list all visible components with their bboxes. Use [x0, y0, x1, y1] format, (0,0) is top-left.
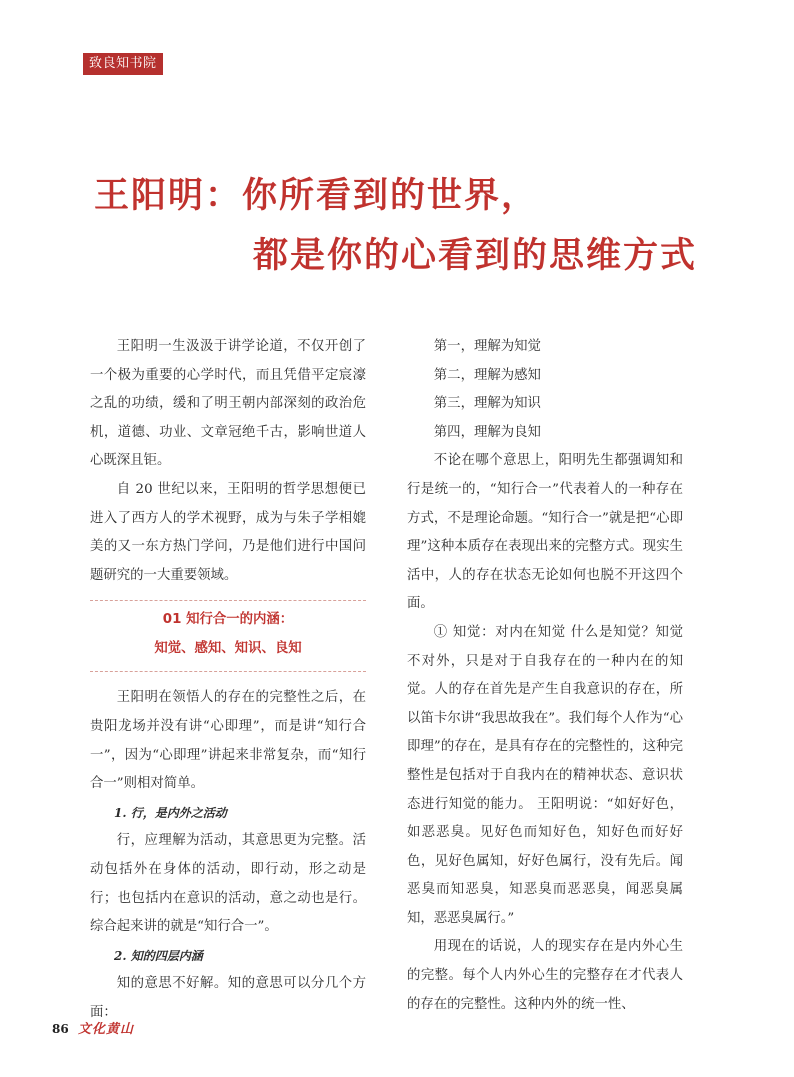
- subheading: 2. 知的四层内涵: [114, 948, 203, 963]
- paragraph: 王阳明在领悟人的存在的完整性之后，在贵阳龙场并没有讲“心即理”，而是讲“知行合一”，因为“心即理”讲起来非常复杂，而“知行合一”则相对简单。: [90, 690, 366, 792]
- paragraph: 王阳明一生汲汲于讲学论道，不仅开创了一个极为重要的心学时代，而且凭借平定宸濠之乱的功绩，缓和了明王朝内部深刻的政治危机，道德、功业、文章冠绝千古，影响世道人心既深且钜。: [90, 339, 366, 469]
- left-column: [90, 333, 366, 1027]
- list-item: 第三，理解为知识: [433, 396, 541, 412]
- page-number: 86: [52, 1022, 69, 1036]
- column-tag: 致良知书院: [83, 53, 163, 75]
- paragraph: 不论在哪个意思上，阳明先生都强调知和行是统一的，“知行合一”代表着人的一种存在方式，不是理论命题。“知行合一”就是把“心即理”这种本质存在表现出来的完整方式。现实生活中，人的存在状态无论如何也脱不开这四个面。: [407, 453, 683, 612]
- list-item: 第一，理解为知觉: [433, 339, 541, 354]
- paragraph: 知的意思不好解。知的意思可以分几个方面：: [90, 976, 366, 1020]
- paragraph: 自 20 世纪以来，王阳明的哲学思想便已进入了西方人的学术视野，成为与朱子学相媲美的又一东方热门学问，乃是他们进行中国问题研究的一大重要领域。: [90, 481, 366, 583]
- list-item: 第二，理解为感知: [433, 367, 541, 383]
- magazine-logo: 文化黄山: [78, 1022, 135, 1037]
- subheading: 1. 行，是内外之活动: [114, 805, 227, 820]
- paragraph: 用现在的话说，人的现实存在是内外心生的完整。每个人内外心生的完整存在才代表人的存在的完整性。这种内外的统一性、: [407, 939, 683, 1012]
- section-heading: [90, 600, 366, 672]
- article-title-line-1: 王阳明：你所看到的世界，: [94, 175, 539, 216]
- section-heading-line-1: 01 知行合一的内涵：: [162, 612, 294, 628]
- list-item: 第四，理解为良知: [433, 424, 541, 440]
- article-title-line-2: 都是你的心看到的思维方式: [253, 235, 698, 276]
- paragraph: ① 知觉：对内在知觉 什么是知觉？知觉不对外，只是对于自我存在的一种内在的知觉。人的存在首先是产生自我意识的存在，所以笛卡尔讲“我思故我在”。我们每个人作为“心即理”的存在，是具有存在的完整性的，这种完整性是包括对于自我内在的精神状态、意识状态进行知觉的能力。 王阳明说：“如好好色，如恶恶臭。见好色而知好色，知好色而好好色，见好色属知，好好色属行，没有先后。闻恶臭而知恶臭，知恶臭而恶恶臭，闻恶臭属知，恶恶臭属行。”: [407, 624, 683, 926]
- right-column: [407, 333, 683, 1019]
- paragraph: 行，应理解为活动，其意思更为完整。活动包括外在身体的活动，即行动，形之动是行；也包括内在意识的活动，意之动也是行。综合起来讲的就是“知行合一”。: [90, 833, 366, 935]
- section-heading-line-2: 知觉、感知、知识、良知: [154, 641, 302, 657]
